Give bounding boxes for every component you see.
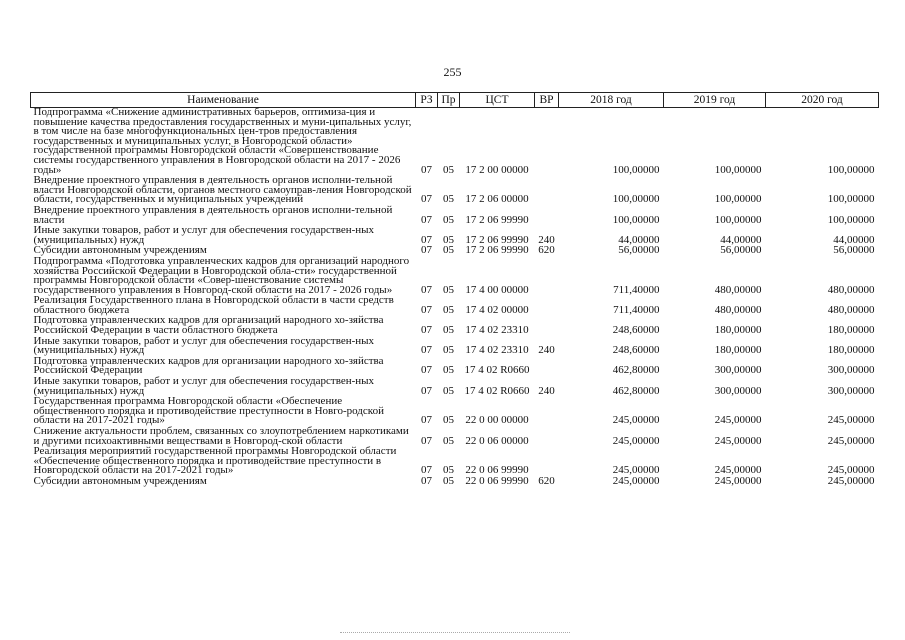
col-header-2018: 2018 год [559,93,664,108]
cell-cst: 17 2 06 99990 [465,244,529,257]
cell-pr: 05 [443,384,454,397]
col-header-vr: ВР [535,93,559,108]
cell-2020: 245,00000 [827,464,875,477]
cell-rz: 07 [421,213,432,226]
cell-name: Субсидии автономным учреждениям [33,244,207,257]
cell-pr: 05 [443,163,454,176]
cell-cst: 17 4 02 23310 [465,324,529,337]
cell-2020: 245,00000 [827,434,875,447]
cell-name: Иные закупки товаров, работ и услуг для обеспечения государствен-ных (муниципальных) нужд [33,375,375,397]
cell-cst: 17 4 02 R0660 [464,384,530,397]
cell-cst: 17 2 00 00000 [465,163,529,176]
budget-table [30,92,879,488]
cell-pr: 05 [443,303,454,316]
cell-2019: 245,00000 [714,414,762,427]
table-row [31,296,879,316]
cell-2020: 100,00000 [827,213,875,226]
cell-pr: 05 [443,213,454,226]
cell-vr [535,316,559,336]
cell-rz: 07 [421,283,432,296]
cell-rz: 07 [421,193,432,206]
table-row [31,226,879,246]
cell-2020: 245,00000 [827,474,875,487]
cell-2019: 100,00000 [714,193,762,206]
cell-cst: 17 4 02 R0660 [464,364,530,377]
cell-name: Иные закупки товаров, работ и услуг для обеспечения государствен-ных (муниципальных) нужд [33,334,375,357]
cell-rz: 07 [421,474,432,487]
cell-2018: 44,00000 [618,233,660,246]
cell-2018: 711,40000 [613,283,660,296]
scan-artifact [340,632,570,635]
table-row [31,206,879,226]
col-header-rz: РЗ [416,93,438,108]
table-row [31,477,879,488]
cell-rz: 07 [421,414,432,427]
cell-2019: 44,00000 [720,233,762,246]
cell-pr: 05 [443,193,454,206]
table-row [31,447,879,477]
cell-2018: 245,00000 [612,474,660,487]
cell-rz: 07 [421,163,432,176]
cell-2019: 245,00000 [714,434,762,447]
cell-2018: 100,00000 [612,163,660,176]
cell-pr: 05 [443,434,454,447]
page-number: 255 [443,65,462,79]
cell-rz: 07 [421,324,432,337]
cell-pr: 05 [443,464,454,477]
cell-2018: 248,60000 [612,324,660,337]
cell-name: Подготовка управленческих кадров для организаций народного хо-зяйства Российской Федерации в части областного бюджета [33,314,384,337]
cell-2019: 480,00000 [714,283,762,296]
cell-2020: 480,00000 [827,283,875,296]
cell-2019: 480,00000 [714,303,762,316]
cell-2019: 100,00000 [714,213,762,226]
cell-2020: 56,00000 [833,244,875,257]
cell-rz: 07 [421,303,432,316]
cell-rz: 07 [421,244,432,257]
cell-vr [535,176,559,206]
cell-2020: 44,00000 [833,233,875,246]
cell-name: Реализация мероприятий государственной программы Новгородской области «Обеспечение общественного порядка и противодействие преступности в Новгородской области на 2017-2021 годы» [33,445,397,477]
cell-2020: 180,00000 [827,324,875,337]
cell-2020: 300,00000 [827,384,875,397]
cell-name: Внедрение проектного управления в деятельность органов исполни-тельной власти [33,203,393,226]
cell-vr [535,206,559,226]
cell-cst: 17 4 02 23310 [465,344,529,357]
cell-pr: 05 [443,344,454,357]
cell-vr: 240 [538,384,555,397]
cell-pr: 05 [443,474,454,487]
cell-cst: 17 4 00 00000 [465,283,529,296]
cell-pr: 05 [443,283,454,296]
cell-vr [535,357,559,377]
cell-vr: 620 [538,474,555,487]
cell-2019: 180,00000 [714,344,762,357]
table-row [31,357,879,377]
cell-2019: 245,00000 [714,474,762,487]
cell-2018: 462,80000 [612,364,660,377]
cell-2018: 245,00000 [612,464,660,477]
cell-pr: 05 [443,233,454,246]
cell-name: Снижение актуальности проблем, связанных со злоупотреблением наркотиками и другими психоактивными веществами в Новгород-ской области [33,425,409,447]
cell-2019: 180,00000 [714,324,762,337]
cell-2020: 180,00000 [827,344,875,357]
col-header-2020: 2020 год [766,93,879,108]
table-row [31,108,879,177]
cell-2020: 100,00000 [827,163,875,176]
cell-pr: 05 [443,364,454,377]
cell-2018: 462,80000 [612,384,660,397]
cell-rz: 07 [421,233,432,246]
cell-2019: 300,00000 [714,384,762,397]
col-header-cst: ЦСТ [460,93,535,108]
cell-rz: 07 [421,344,432,357]
table-row [31,257,879,296]
cell-2018: 245,00000 [612,414,660,427]
cell-cst: 22 0 00 00000 [465,414,529,427]
cell-2018: 711,40000 [613,303,660,316]
cell-name: Государственная программа Новгородской области «Обеспечение общественного порядка и противодействие преступности в Новго-родской области на 2017-2021 годы» [33,395,384,427]
cell-2018: 100,00000 [612,193,660,206]
cell-vr [535,447,559,477]
cell-vr: 240 [538,233,555,246]
table-row [31,397,879,427]
cell-2020: 300,00000 [827,364,875,377]
cell-name: Реализация Государственного плана в Новгородской области в части средств областного бюджета [33,294,394,316]
table-row [31,176,879,206]
col-header-pr: Пр [438,93,460,108]
cell-2018: 248,60000 [612,344,660,357]
cell-cst: 17 2 06 00000 [465,193,529,206]
cell-vr [535,108,559,177]
cell-pr: 05 [443,244,454,257]
cell-name: Подпрограмма «Подготовка управленческих кадров для организаций народного хозяйства Российской Федерации в Новгородской обла-сти» государственной программы Новгородской области «Совер-шенствование системы государственного управления в Новгород-ской области на 2017 - 2026 годы» [33,254,410,296]
cell-name: Иные закупки товаров, работ и услуг для обеспечения государствен-ных (муниципальных) нужд [33,224,375,246]
cell-rz: 07 [421,434,432,447]
cell-2018: 245,00000 [612,434,660,447]
table-row [31,377,879,397]
cell-name: Внедрение проектного управления в деятельность органов исполни-тельной власти Новгородской области, органов местного самоуправ-ления Новгородской области, государственных и муниципальных учреждений [33,174,412,206]
cell-2018: 56,00000 [618,244,660,257]
cell-vr: 240 [538,344,555,357]
cell-name: Подготовка управленческих кадров для организации народного хо-зяйства Российской Федерации [33,354,384,377]
cell-cst: 22 0 06 99990 [465,464,529,477]
cell-cst: 17 2 06 99990 [465,233,529,246]
cell-name: Субсидии автономным учреждениям [33,474,207,487]
table-row [31,427,879,447]
cell-2020: 245,00000 [827,414,875,427]
cell-2020: 100,00000 [827,193,875,206]
col-header-name: Наименование [31,93,416,108]
table-row [31,337,879,357]
cell-cst: 17 4 02 00000 [465,303,529,316]
cell-2019: 300,00000 [714,364,762,377]
cell-2019: 245,00000 [714,464,762,477]
cell-vr [535,397,559,427]
cell-rz: 07 [421,384,432,397]
cell-rz: 07 [421,364,432,377]
cell-vr: 620 [538,244,555,257]
cell-2019: 56,00000 [720,244,762,257]
table-body [31,108,879,488]
cell-vr [535,296,559,316]
cell-vr [535,257,559,296]
cell-rz: 07 [421,464,432,477]
cell-pr: 05 [443,324,454,337]
cell-vr [535,427,559,447]
cell-cst: 22 0 06 00000 [465,434,529,447]
cell-2018: 100,00000 [612,213,660,226]
cell-cst: 22 0 06 99990 [465,474,529,487]
cell-2020: 480,00000 [827,303,875,316]
table-row [31,316,879,336]
cell-cst: 17 2 06 99990 [465,213,529,226]
cell-2019: 100,00000 [714,163,762,176]
col-header-2019: 2019 год [664,93,766,108]
cell-pr: 05 [443,414,454,427]
cell-name: Подпрограмма «Снижение административных барьеров, оптимиза-ция и повышение качества предоставления государственных и муни-ципальных услуг, в том числе на базе многофункциональных цен-тров предоставления государственных и муниципальных услуг, в Новгородской области» государственной программы Новгородской области «Совершенствование системы государственного управления в Новгородской области на 2017 - 2026 годы» [33,106,412,176]
